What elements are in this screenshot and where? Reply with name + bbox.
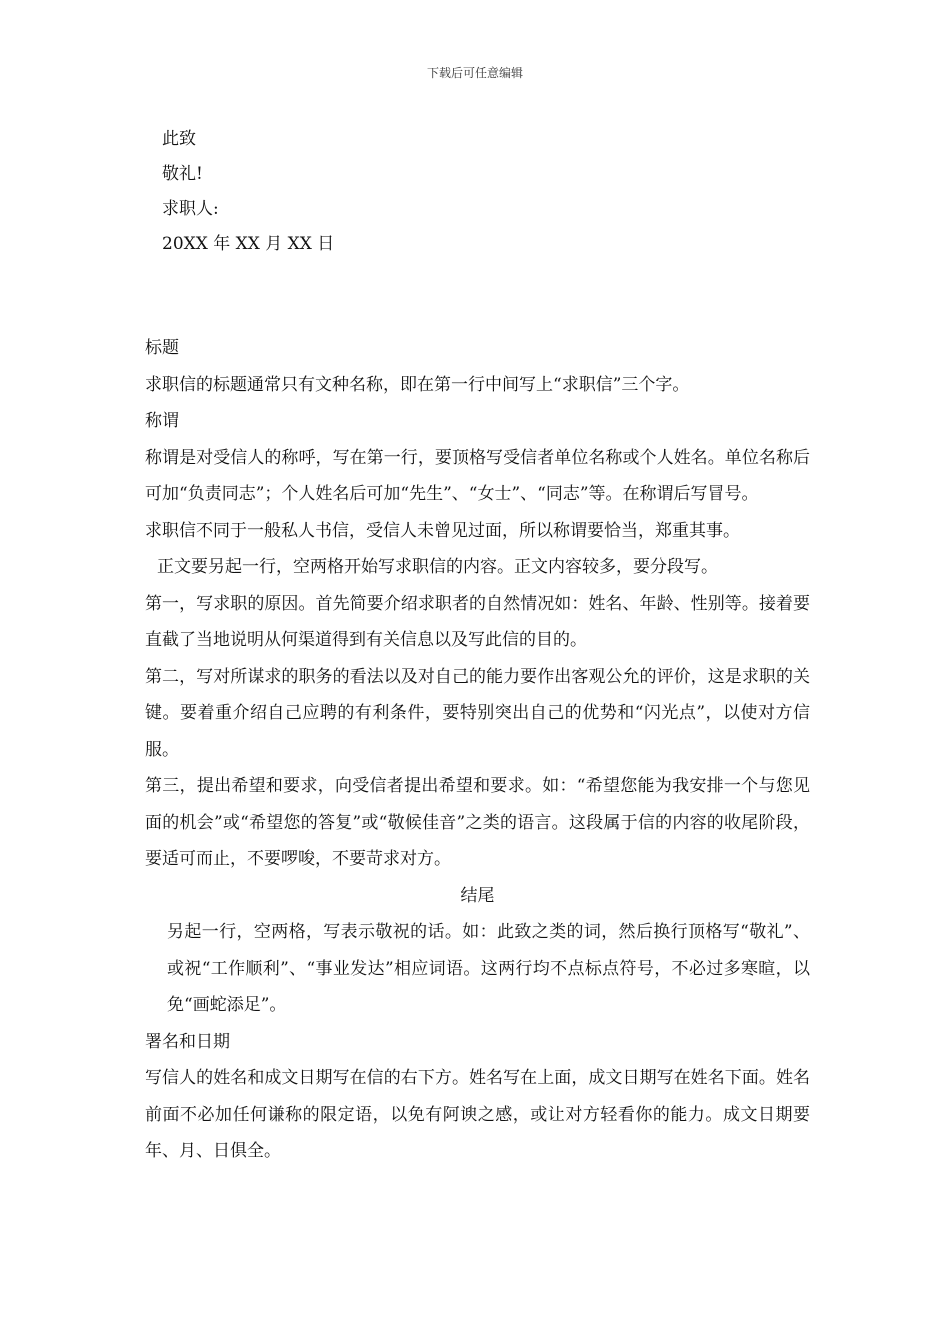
closing-line-salutation: 此致: [162, 129, 196, 149]
section-heading-salutation: 称谓: [145, 411, 179, 431]
closing-line-regards: 敬礼!: [162, 164, 203, 184]
paragraph-point-one: 第一，写求职的原因。首先简要介绍求职者的自然情况如：姓名、年龄、性别等。接着要直截了当地说明从何渠道得到有关信息以及写此信的目的。: [145, 593, 810, 650]
section-heading-title: 标题: [145, 338, 179, 358]
paragraph-signature-desc: 写信人的姓名和成文日期写在信的右下方。姓名写在上面，成文日期写在姓名下面。姓名前面不必加任何谦称的限定语，以免有阿谀之感，或让对方轻看你的能力。成文日期要年、月、日俱全。: [145, 1068, 810, 1161]
section-heading-ending: 结尾: [460, 885, 495, 906]
paragraph-body-intro: 正文要另起一行，空两格开始写求职信的内容。正文内容较多，要分段写。: [157, 557, 718, 577]
paragraph-ending-desc: 另起一行，空两格，写表示敬祝的话。如：此致之类的词，然后换行顶格写“敬礼”、或祝“工作顺利”、“事业发达”相应词语。这两行均不点标点符号，不必过多寒暄，以免“画蛇添足”。: [167, 922, 810, 1015]
paragraph-point-three: 第三，提出希望和要求，向受信者提出希望和要求。如：“希望您能为我安排一个与您见面的机会”或“希望您的答复”或“敬候佳音”之类的语言。这段属于信的内容的收尾阶段，要适可而止，不要啰唆，不要苛求对方。: [145, 776, 810, 869]
closing-line-date: 20XX 年 XX 月 XX 日: [162, 234, 335, 254]
letter-closing: [162, 122, 334, 262]
paragraph-salutation-desc: 称谓是对受信人的称呼，写在第一行，要顶格写受信者单位名称或个人姓名。单位名称后可加“负责同志”；个人姓名后可加“先生”、“女士”、“同志”等。在称谓后写冒号。: [145, 447, 810, 504]
paragraph-salutation-note: 求职信不同于一般私人书信，受信人未曾见过面，所以称谓要恰当，郑重其事。: [145, 520, 740, 541]
document-body: [145, 330, 810, 1170]
closing-line-applicant: 求职人:: [162, 199, 219, 219]
paragraph-point-two: 第二，写对所谋求的职务的看法以及对自己的能力要作出客观公允的评价，这是求职的关键。要着重介绍自己应聘的有利条件，要特别突出自己的优势和“闪光点”，以使对方信服。: [145, 666, 810, 760]
section-heading-signature: 署名和日期: [145, 1031, 230, 1052]
paragraph-title-desc: 求职信的标题通常只有文种名称，即在第一行中间写上“求职信”三个字。: [145, 374, 690, 395]
page-header: 下载后可任意编辑: [426, 66, 523, 80]
